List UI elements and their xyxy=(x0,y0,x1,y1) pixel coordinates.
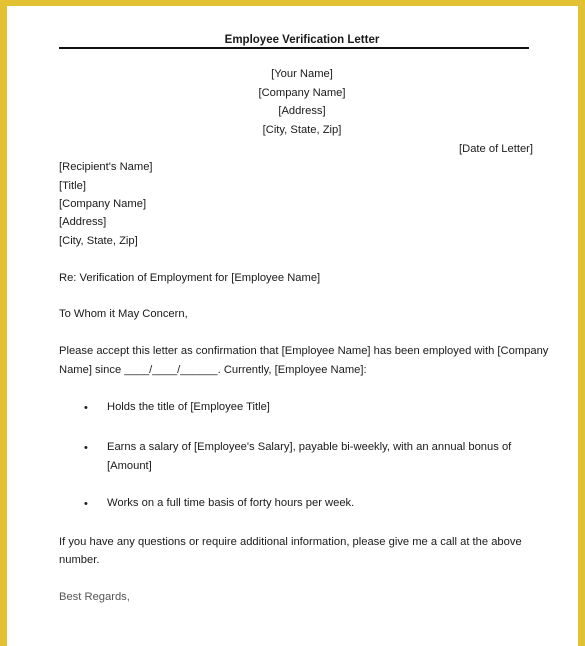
closing-paragraph-line-2: number. xyxy=(59,554,100,566)
bullet-item-title: Holds the title of [Employee Title] xyxy=(107,401,270,413)
body-paragraph-line-1: Please accept this letter as confirmation that [Employee Name] has been employed with [Company xyxy=(59,345,549,357)
body-paragraph-line-2: Name] since ____/____/______. Currently, [Employee Name]: xyxy=(59,364,367,376)
salutation: To Whom it May Concern, xyxy=(59,308,188,320)
re-line: Re: Verification of Employment for [Employee Name] xyxy=(59,272,321,284)
recipient-name: [Recipient's Name] xyxy=(59,161,153,173)
recipient-city: [City, State, Zip] xyxy=(59,235,138,247)
title-divider xyxy=(59,47,529,49)
sender-address: [Address] xyxy=(278,105,326,117)
signoff: Best Regards, xyxy=(59,591,130,603)
bullet-icon: • xyxy=(84,498,88,510)
bullet-icon: • xyxy=(84,442,88,454)
closing-paragraph-line-1: If you have any questions or require additional information, please give me a call at the above xyxy=(59,536,522,548)
bullet-item-hours: Works on a full time basis of forty hours per week. xyxy=(107,497,355,509)
sender-company: [Company Name] xyxy=(258,87,346,99)
sender-city: [City, State, Zip] xyxy=(262,124,342,136)
sender-name: [Your Name] xyxy=(271,68,333,80)
bullet-item-salary: Earns a salary of [Employee's Salary], payable bi-weekly, with an annual bonus of xyxy=(107,441,512,453)
letter-title: Employee Verification Letter xyxy=(224,34,380,46)
bullet-item-salary-cont: [Amount] xyxy=(107,460,152,472)
letter-date: [Date of Letter] xyxy=(459,143,534,155)
recipient-company: [Company Name] xyxy=(59,198,147,210)
bullet-icon: • xyxy=(84,402,88,414)
recipient-title: [Title] xyxy=(59,180,86,192)
letter-page xyxy=(7,6,578,646)
recipient-address: [Address] xyxy=(59,216,107,228)
